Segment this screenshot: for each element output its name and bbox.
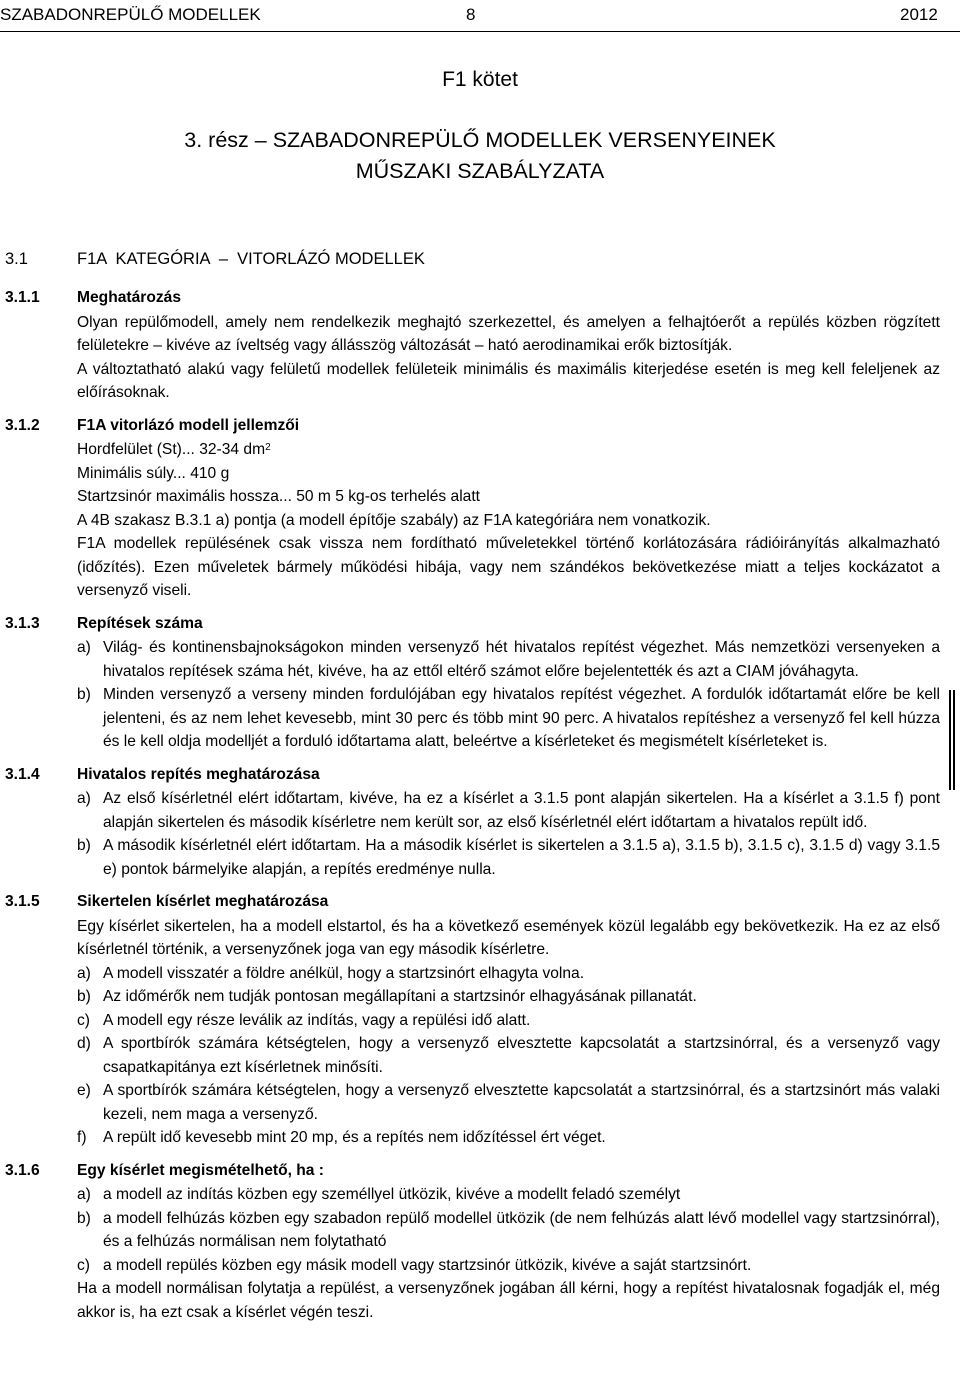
list-item [77, 636, 940, 683]
list-text: a modell felhúzás közben egy szabadon repülő modellel ütközik (de nem felhúzás alatt lévő modellel vagy startzsinórral), és a felhúzás normálisan nem folytatható [103, 1209, 940, 1250]
list-text: A modell visszatér a földre anélkül, hogy a startzsinórt elhagyta volna. [103, 964, 585, 982]
page-number: 8 [466, 5, 476, 24]
list-item [77, 1126, 940, 1150]
subsection-number: 3.1.5 [5, 893, 40, 910]
revision-bar [949, 690, 955, 790]
subsection-heading: Hivatalos repítés meghatározása [77, 765, 320, 783]
subsection-3-1-5 [5, 890, 940, 1150]
header-rule [0, 31, 960, 32]
volume-title: F1 kötet [442, 68, 518, 91]
subsection-3-1-2 [5, 414, 940, 603]
list-item [77, 1183, 940, 1207]
paragraph: A változtatható alakú vagy felületű modellek felületeik minimális és maximális kiterjedése esetén is meg kell feleljenek az előírásoknak. [77, 360, 940, 401]
spec-superscript: 2 [265, 442, 271, 453]
subsection-heading: Repítések száma [77, 614, 203, 632]
subsection-3-1-4 [5, 763, 940, 882]
list-label: a) [77, 1186, 91, 1203]
subsection-heading: Egy kísérlet megismételhető, ha : [77, 1161, 324, 1179]
list-text: Minden versenyző a verseny minden fordulójában egy hivatalos repítést végezhet. A fordulók időtartamát előre be kell jelenteni, és az nem lehet kevesebb, mint 30 perc és több mint 90 perc. A hivatalos repítéshez a versenyző fel kell húzza és le kell oldja modelljét a forduló időtartama alatt, beleértve a kísérleteket és megismételt kísérleteket is. [103, 686, 940, 750]
subsection-number: 3.1.4 [5, 765, 40, 783]
subsection-number: 3.1.2 [5, 416, 40, 434]
part-title-line2: MŰSZAKI SZABÁLYZATA [355, 159, 605, 183]
list-label: a) [77, 790, 91, 807]
section-number: 3.1 [5, 250, 28, 268]
list-label: c) [77, 1011, 90, 1029]
subsection-3-1-6 [5, 1159, 940, 1325]
list-item [77, 834, 940, 881]
spec-text: Hordfelület (St)... 32-34 dm [77, 441, 266, 458]
subsection-3-1-1 [5, 286, 940, 405]
list-item [77, 1032, 940, 1079]
list-item [77, 1207, 940, 1254]
spec-towline-length: Startzsinór maximális hossza... 50 m 5 kg-os terhelés alatt [77, 488, 480, 505]
subsection-number: 3.1.3 [5, 614, 40, 632]
spec-min-weight: Minimális súly... 410 g [77, 464, 230, 482]
list-item [77, 962, 940, 986]
list-item [77, 683, 940, 754]
list-text: A sportbírók számára kétségtelen, hogy a versenyző elvesztette kapcsolatát a startzsinórral, és a startzsinórt más valaki kezeli, nem maga a versenyző. [103, 1082, 940, 1123]
subsection-heading: Sikertelen kísérlet meghatározása [77, 893, 329, 910]
subsection-heading: Meghatározás [77, 289, 181, 306]
header-year: 2012 [900, 5, 938, 24]
list-item [77, 1009, 940, 1033]
list-item [77, 1079, 940, 1126]
subsection-3-1-3 [5, 612, 940, 754]
list-text: A második kísérletnél elért időtartam. Ha a második kísérlet is sikertelen a 3.1.5 a), 3.1.5 b), 3.1.5 c), 3.1.5 d) vagy 3.1.5 e) pontok bármelyike alapján, a repítés eredménye nulla. [103, 837, 940, 878]
list-label: b) [77, 988, 91, 1005]
part-title [0, 125, 960, 187]
header-title: SZABADONREPÜLŐ MODELLEK [0, 5, 261, 24]
list-item [77, 985, 940, 1009]
list-label: b) [77, 686, 91, 703]
list-text: A sportbírók számára kétségtelen, hogy a versenyző elvesztette kapcsolatát a startzsinórral, és a versenyző vagy csapatkapitánya ezt kísérletnek minősíti. [103, 1035, 940, 1076]
list-label: d) [77, 1035, 91, 1052]
part-title-line1: 3. rész – SZABADONREPÜLŐ MODELLEK VERSENYEINEK [184, 128, 776, 152]
subsection-number: 3.1.1 [5, 289, 40, 306]
list-text: A repült idő kevesebb mint 20 mp, és a repítés nem időzítéssel ért véget. [103, 1129, 606, 1146]
subsection-heading: F1A vitorlázó modell jellemzői [77, 416, 300, 434]
list-text: a modell az indítás közben egy személlyel ütközik, kivéve a modellt feladó személyt [103, 1186, 681, 1203]
list-text: Az időmérők nem tudják pontosan megállapítani a startzsinór elhagyásának pillanatát. [103, 988, 697, 1005]
list-item [77, 787, 940, 834]
paragraph: F1A modellek repülésének csak vissza nem fordítható műveletekkel történő korlátozására rádióirányítás alkalmazható (időzítés). Ezen műveletek bármely működési hibája, vagy nem szándékos bekövetkezése miatt a teljes kockázatot a versenyző viseli. [77, 535, 940, 599]
list-item [77, 1254, 940, 1278]
spec-wing-area [77, 438, 940, 462]
note: A 4B szakasz B.3.1 a) pontja (a modell építője szabály) az F1A kategóriára nem vonatkozik. [77, 511, 711, 529]
paragraph: Egy kísérlet sikertelen, ha a modell elstartol, és ha a következő események közül legalább egy bekövetkezik. Ha ez az első kísérletnél történik, a versenyzőnek joga van egy második kísérletre. [77, 917, 940, 958]
list-label: e) [77, 1082, 91, 1099]
page-header [0, 0, 960, 30]
section-title: F1A KATEGÓRIA – VITORLÁZÓ MODELLEK [77, 250, 425, 268]
paragraph: Ha a modell normálisan folytatja a repülést, a versenyzőnek jogában áll kérni, hogy a repítést hivatalosnak fogadják el, még akkor is, ha ezt csak a kísérlet végén teszi. [77, 1280, 940, 1321]
list-label: c) [77, 1256, 90, 1274]
list-text: Világ- és kontinensbajnokságokon minden versenyző hét hivatalos repítést végezhet. Más nemzetközi versenyeken a hivatalos repítések száma hét, kivéve, ha az ettől eltérő számot előre bejelentették és azt a CIAM jóváhagyta. [103, 639, 940, 680]
list-text: A modell egy része leválik az indítás, vagy a repülési idő alatt. [103, 1011, 531, 1029]
list-text: Az első kísérletnél elért időtartam, kivéve, ha ez a kísérlet a 3.1.5 pont alapján sikertelen. Ha a kísérlet a 3.1.5 f) pont alapján sikertelen és második kísérletre nem került sor, az első kísérletnél elért időtartam a hivatalos repült idő. [103, 790, 940, 831]
list-label: a) [77, 964, 91, 982]
list-label: f) [77, 1129, 87, 1146]
list-label: b) [77, 837, 91, 854]
list-label: b) [77, 1209, 91, 1227]
document-body [5, 286, 940, 1324]
list-text: a modell repülés közben egy másik modell vagy startzsinór ütközik, kivéve a saját startzsinórt. [103, 1256, 752, 1274]
paragraph: Olyan repülőmodell, amely nem rendelkezik meghajtó szerkezettel, és amelyen a felhajtóerőt a repülés közben rögzített felületekre – kivéve az íveltség vagy állásszög változását – ható aerodinamikai erők biztosítják. [77, 313, 940, 354]
list-label: a) [77, 639, 91, 656]
subsection-number: 3.1.6 [5, 1161, 40, 1179]
